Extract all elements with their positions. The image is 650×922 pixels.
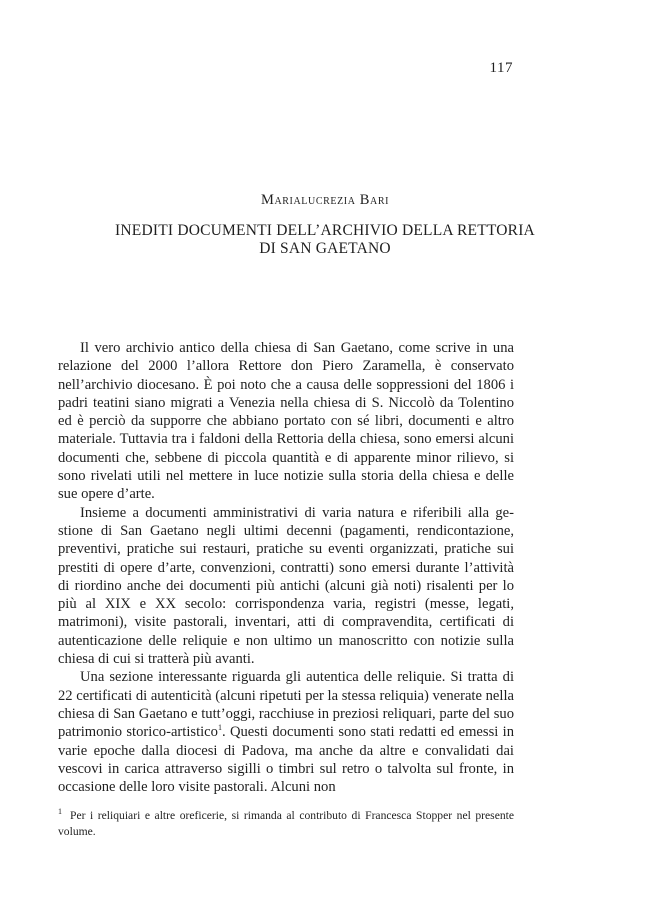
body-paragraph-3 <box>58 668 514 796</box>
article-title <box>60 222 590 258</box>
article-title-line-1: INEDITI DOCUMENTI DELL’ARCHIVIO DELLA RETTORIA <box>115 222 535 239</box>
body-paragraph-3-text-a: Una sezione interessante riguarda gli autentica delle reliquie. Si tratta di 22 certificati di autenticità (alcuni ripetuti per la stessa reliquia) venerate nella chiesa di San Gaetano e tutt’oggi, racchiuse in preziosi reliquari, parte del suo patrimonio storico-artistico <box>58 669 514 741</box>
footnote-reference: 1 <box>217 723 222 733</box>
body-paragraph-2: Insieme a documenti amministrativi di varia natura e riferibili alla gestione di San Gaetano negli ultimi decenni (pagamenti, rendicontazione, preventivi, pratiche sui restauri, pratiche su eventi organizzati, pratiche sui prestiti di opere d’arte, convenzioni, contratti) sono emersi durante l’attività di riordino anche dei documenti più antichi (alcuni già noti) risalenti per lo più al XIX e XX secolo: corrispondenza varia, registri (messe, legati, matrimoni), visite pastorali, inventari, atti di compravendita, certificati di autenticazione delle reliquie e non ultimo un manoscritto con notizie sulla chiesa di cui si tratterà più avanti. <box>58 504 514 668</box>
footnote-number: 1 <box>58 807 62 817</box>
article-author: Marialucrezia Bari <box>260 192 390 208</box>
footnote <box>58 808 514 839</box>
page-number: 117 <box>489 60 513 76</box>
footnote-text: Per i reliquiari e altre oreficerie, si rimanda al contributo di Francesca Stopper nel presente volume. <box>58 809 514 838</box>
article-body <box>58 339 514 796</box>
body-paragraph-1: Il vero archivio antico della chiesa di San Gaetano, come scrive in una relazione del 2000 l’allora Rettore don Piero Zaramella, è conservato nell’archivio diocesano. È poi noto che a causa delle soppressioni del 1806 i padri teatini siano migrati a Venezia nella chiesa di S. Niccolò da Tolentino ed è perciò da supporre che abbiano portato con sé libri, documenti e altro materiale. Tuttavia tra i faldoni della Rettoria della chiesa, sono emersi alcuni documenti che, sebbene di piccola quantità e di apparente minor rilievo, si sono rivelati utili nel mettere in luce notizie sulla storia della chiesa e delle sue opere d’arte. <box>58 340 514 503</box>
body-paragraph-3-text-b: . Questi documenti sono stati redatti ed emessi in varie epoche dalla diocesi di Padova, ma anche da altre e convalidati dai vescovi in carica attraverso sigilli o timbri sul retro o talvolta sul fronte, in occasione delle loro visite pastorali. Alcuni non <box>58 724 514 796</box>
article-title-line-2: DI SAN GAETANO <box>259 240 391 257</box>
